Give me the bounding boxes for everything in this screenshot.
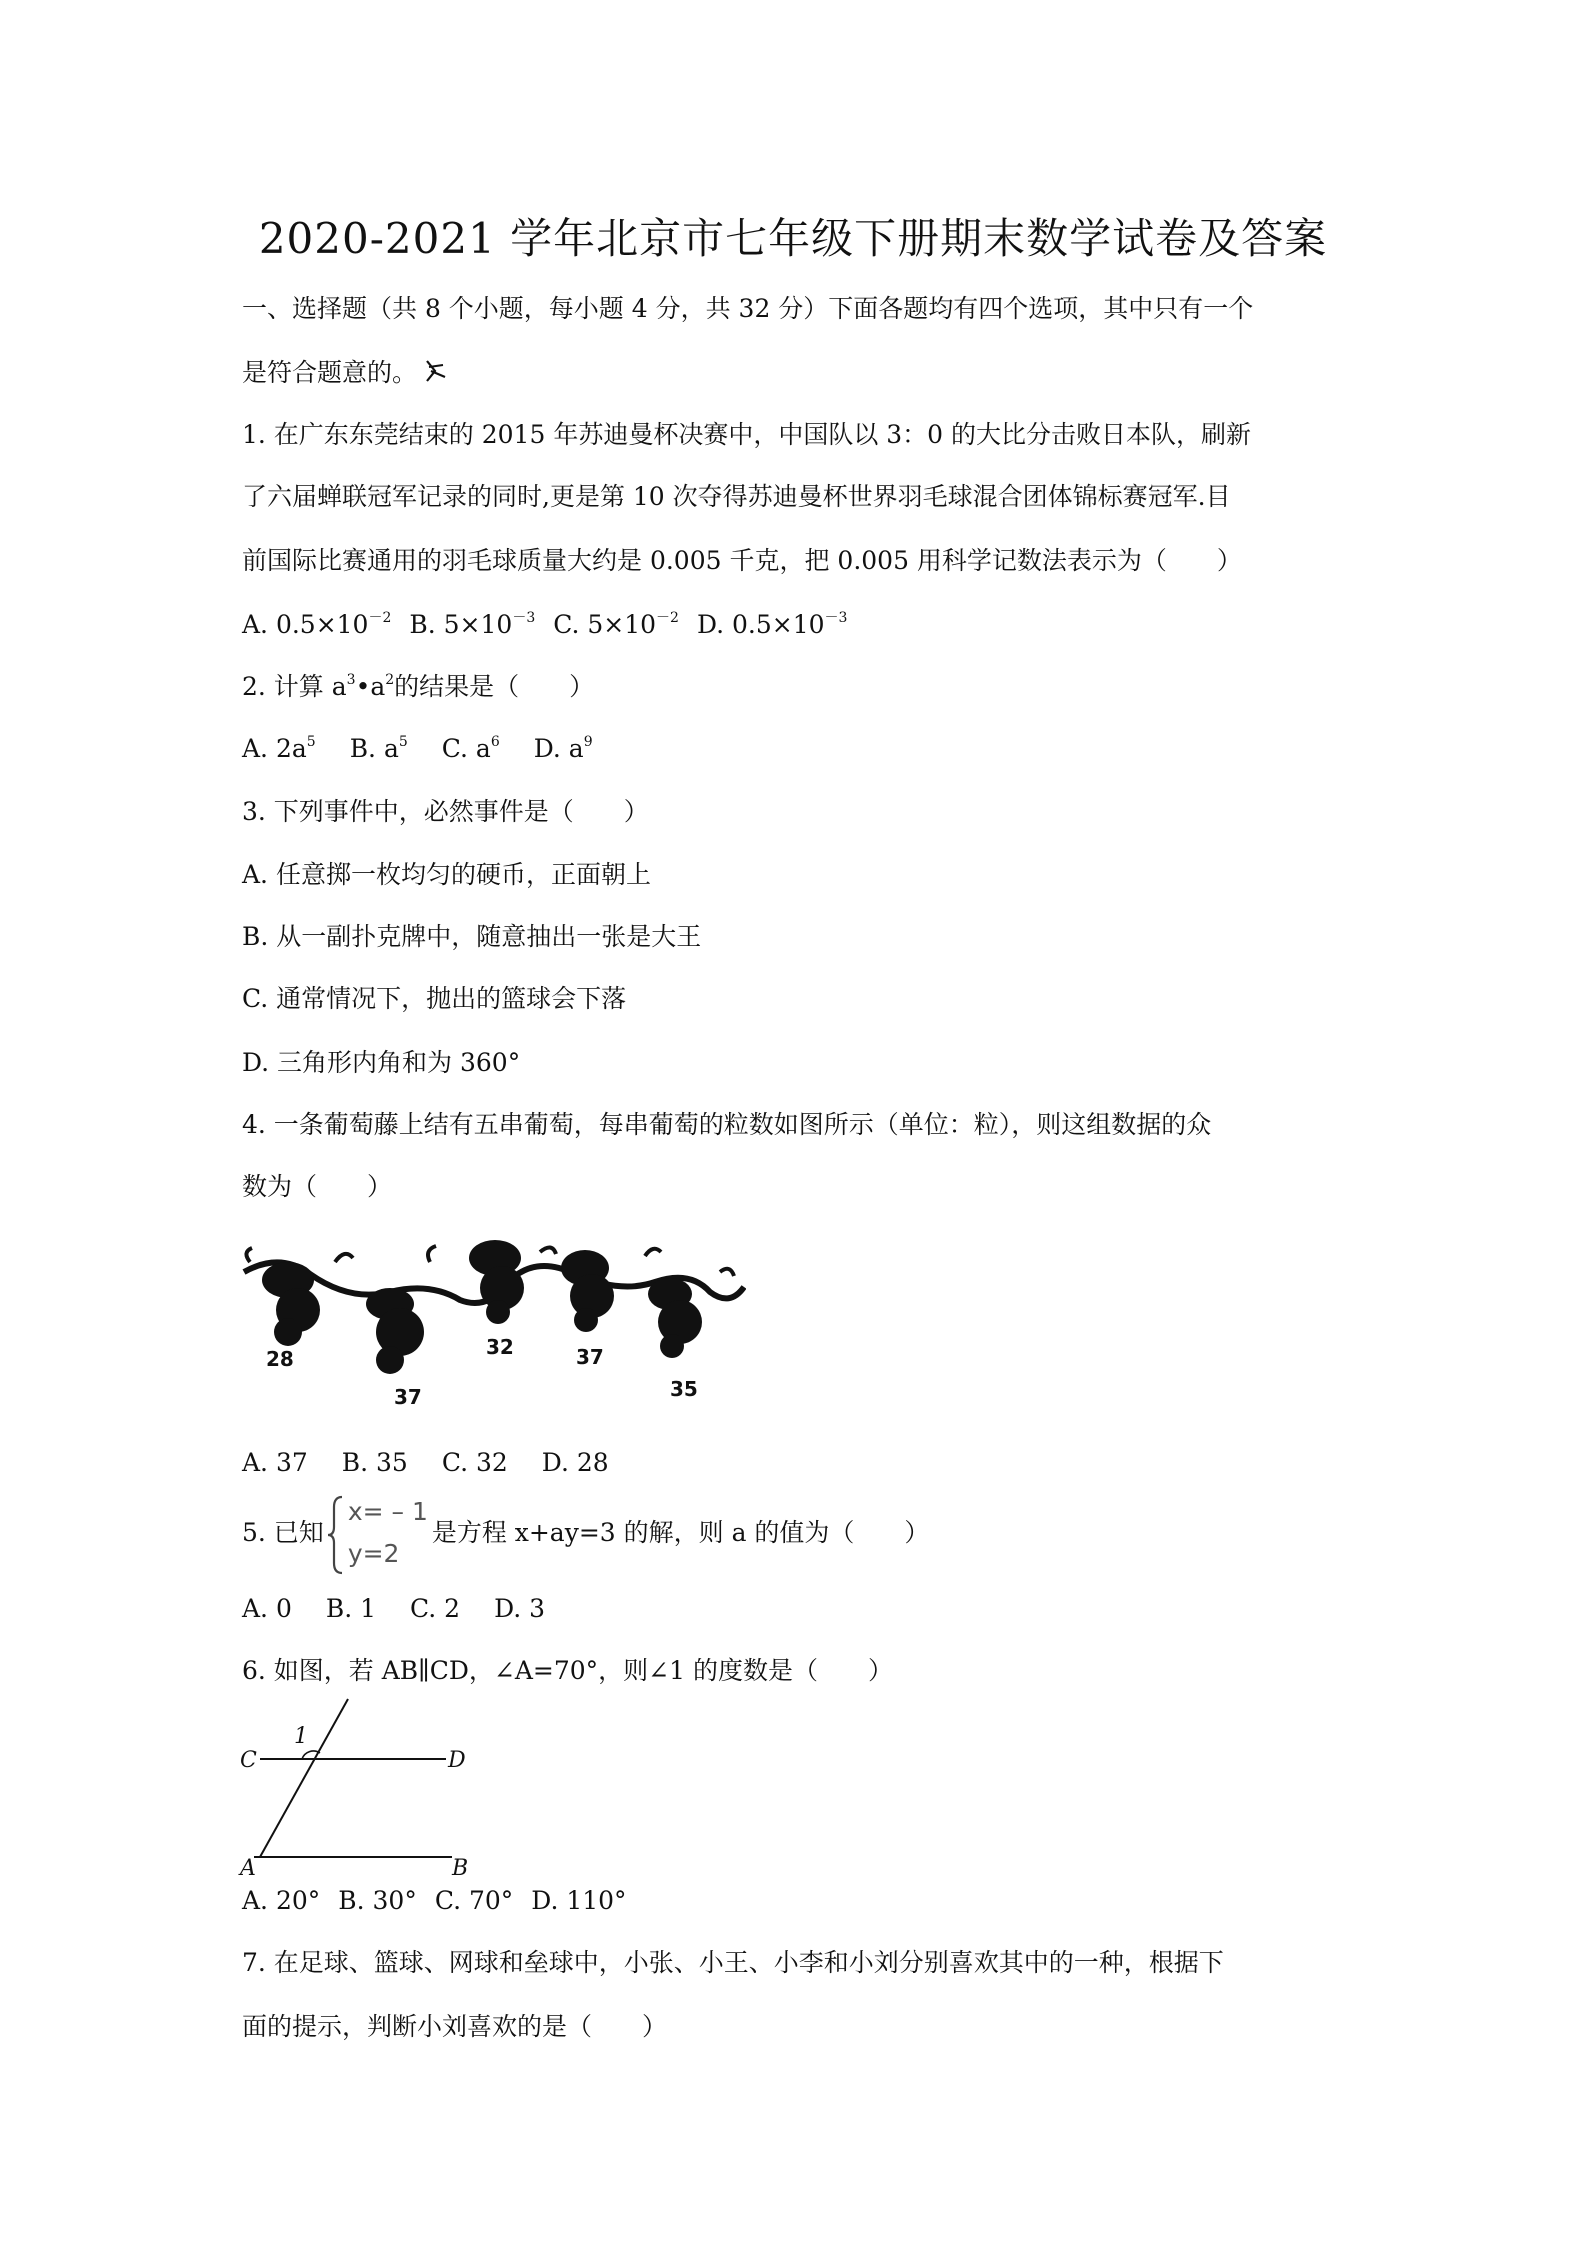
q6-option-d[interactable]: D. 110°: [531, 1886, 627, 1915]
q2-option-d[interactable]: D. $a^9$: [533, 734, 593, 763]
section-instructions-line1: 一、选择题（共 8 个小题，每小题 4 分，共 32 分）下面各题均有四个选项，其中只有一个: [242, 294, 1254, 323]
q4-option-a[interactable]: A. 37: [242, 1448, 308, 1477]
page-title: 2020-2021 学年北京市七年级下册期末数学试卷及答案: [258, 214, 1328, 263]
q3-option-a[interactable]: A. 任意掷一枚均匀的硬币，正面朝上: [242, 860, 651, 889]
q7-stem-line2: 面的提示，判断小刘喜欢的是（ ）: [242, 2012, 668, 2041]
q5-options: [242, 1592, 1362, 1626]
left-brace-icon: [326, 1495, 346, 1575]
q1-stem-line3: 前国际比赛通用的羽毛球质量大约是 0.005 千克，把 0.005 用科学记数法表示为（ ）: [242, 546, 1242, 575]
q4-stem-line1: 4. 一条葡萄藤上结有五串葡萄，每串葡萄的粒数如图所示（单位：粒），则这组数据的众: [242, 1110, 1212, 1139]
label-c: C: [240, 1748, 257, 1773]
q3-option-d[interactable]: D. 三角形内角和为 360°: [242, 1048, 521, 1077]
q1-stem-line2: 了六届蝉联冠军记录的同时,更是第 10 次夺得苏迪曼杯世界羽毛球混合团体锦标赛冠军.目: [242, 482, 1231, 511]
q5-option-b[interactable]: B. 1: [325, 1594, 377, 1623]
q1-option-a[interactable]: A. $0.5\times 10^{-2}$: [242, 610, 392, 639]
equation-row-1: x= – 1: [347, 1496, 428, 1526]
q2-option-c[interactable]: C. $a^6$: [441, 734, 500, 763]
grape-bunch-4: [561, 1250, 614, 1332]
q5-option-c[interactable]: C. 2: [410, 1594, 461, 1623]
section-instructions-text: 是符合题意的。: [242, 358, 418, 387]
parallel-lines-figure: [238, 1695, 478, 1877]
grape-label-2: 37: [394, 1385, 422, 1409]
q1-option-c[interactable]: C. $5\times 10^{-2}$: [553, 610, 679, 639]
q1-option-b[interactable]: B. $5\times 10^{-3}$: [409, 610, 536, 639]
q3-option-b[interactable]: B. 从一副扑克牌中，随意抽出一张是大王: [242, 922, 702, 951]
grape-label-1: 28: [266, 1347, 294, 1371]
grape-bunch-1: [262, 1262, 320, 1346]
grape-bunch-3: [469, 1240, 524, 1324]
q6-option-c[interactable]: C. 70°: [434, 1886, 514, 1915]
q2-options: [242, 732, 1362, 766]
q5-option-a[interactable]: A. 0: [242, 1594, 292, 1623]
label-a: A: [240, 1856, 256, 1877]
q7-stem-line1: 7. 在足球、篮球、网球和垒球中，小张、小王、小李和小刘分别喜欢其中的一种，根据下: [242, 1948, 1224, 1977]
q2-option-b[interactable]: B. $a^5$: [349, 734, 408, 763]
equation-system: [326, 1495, 430, 1575]
label-angle-1: 1: [294, 1724, 308, 1749]
q3-option-c[interactable]: C. 通常情况下，抛出的篮球会下落: [242, 984, 627, 1013]
q3-stem: 3. 下列事件中，必然事件是（ ）: [242, 797, 649, 826]
grape-bunch-5: [648, 1278, 702, 1358]
q4-option-c[interactable]: C. 32: [441, 1448, 508, 1477]
q6-options: [242, 1884, 1362, 1918]
q4-option-d[interactable]: D. 28: [541, 1448, 609, 1477]
q4-stem-line2: 数为（ ）: [242, 1172, 393, 1201]
q2-option-a[interactable]: A. $2a^5$: [242, 734, 316, 763]
q2-stem: 2. 计算 $a^3•a^2$的结果是（ ）: [242, 672, 595, 701]
label-b: B: [452, 1856, 469, 1877]
q6-stem: 6. 如图，若 AB∥CD，∠A=70°，则∠1 的度数是（ ）: [242, 1656, 893, 1685]
grape-label-3: 32: [486, 1335, 514, 1359]
q4-options: [242, 1446, 1362, 1480]
section-instructions-line2: [242, 356, 1362, 390]
q1-option-d[interactable]: D. $0.5\times 10^{-3}$: [696, 610, 848, 639]
transversal-line: [260, 1699, 348, 1857]
grapevine-figure: [240, 1232, 746, 1410]
q6-option-a[interactable]: A. 20°: [242, 1886, 321, 1915]
pen-mark-icon: [421, 357, 449, 387]
q6-option-b[interactable]: B. 30°: [338, 1886, 417, 1915]
grape-bunch-2: [366, 1288, 424, 1374]
q1-options: [242, 608, 1362, 642]
grape-label-5: 35: [670, 1377, 698, 1401]
q5-option-d[interactable]: D. 3: [494, 1594, 546, 1623]
q4-option-b[interactable]: B. 35: [341, 1448, 408, 1477]
grape-label-4: 37: [576, 1345, 604, 1369]
q5-stem: 5. 已知 x= – 1 y=2 是方程 x+ay=3 的解，则 a 的值为（ ）: [242, 1492, 1362, 1574]
equation-row-2: y=2: [347, 1538, 400, 1568]
label-d: D: [448, 1748, 466, 1773]
q1-stem-line1: 1. 在广东东莞结束的 2015 年苏迪曼杯决赛中，中国队以 3：0 的大比分击败日本队，刷新: [242, 420, 1252, 449]
